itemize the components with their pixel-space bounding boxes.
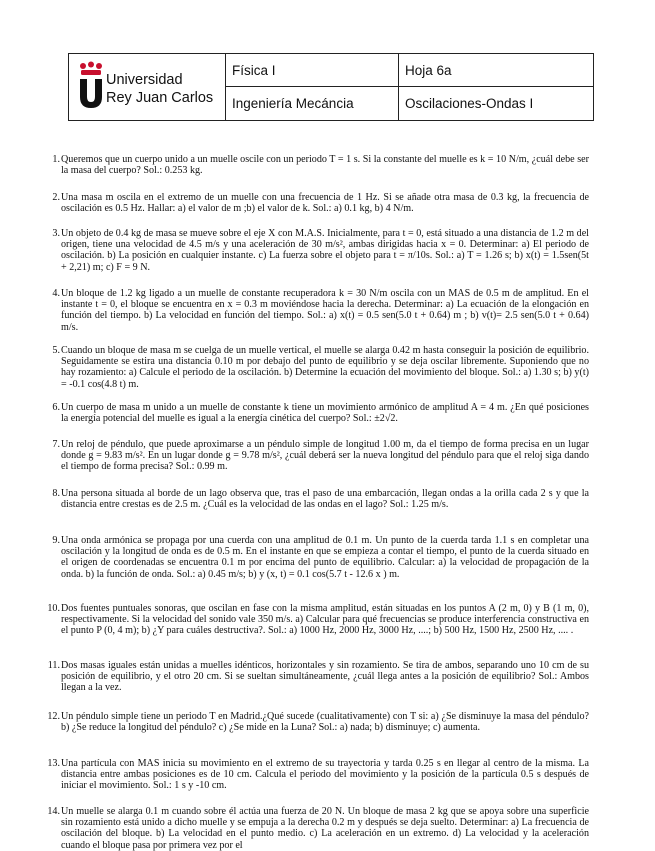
problem-item	[52, 488, 589, 511]
problem-text: Un objeto de 0.4 kg de masa se mueve sobre el eje X con M.A.S. Inicialmente, para t = 0, está situado a una distancia de 1.2 m del origen, tiene una velocidad de 4.5 m/s y una aceleración de 30 m/s², ambas dirigidas hacia x = 0. Determinar: a) El periodo de oscilación. b) La posición en cualquier instante. c) La fuerza sobre el objeto para t = π/10s. Sol.: a) T = 1.26 s; b) x(t) = 1.5sen(5t + 2,21) m; c) F = 9 N.	[61, 228, 589, 273]
problem-text: Una persona situada al borde de un lago observa que, tras el paso de una embarcación, llegan ondas a la orilla cada 2 s y que la distancia entre crestas es de 2.5 m. ¿Cuál es la velocidad de las ondas en el lago? Sol.: 1.25 m/s.	[61, 488, 589, 511]
problem-text: Dos masas iguales están unidas a muelles idénticos, horizontales y sin rozamiento. Se tira de ambos, separando uno 10 cm de su posición de equilibrio, y el otro 20 cm. Si se sueltan simultáneamente, ¿cuál llega antes a la posición de equilibrio? Sol.: Ambos llegan a la vez.	[61, 660, 589, 694]
subject-cell: Física I	[226, 54, 398, 87]
problem-number: 3.	[52, 228, 60, 239]
problem-number: 12.	[47, 711, 60, 722]
problem-item	[52, 535, 589, 580]
problem-item	[47, 758, 589, 792]
crown-u-icon	[78, 61, 104, 109]
problem-text: Una masa m oscila en el extremo de un muelle con una frecuencia de 1 Hz. Si se añade otra masa de 0.3 kg, la frecuencia de oscilación es 0.5 Hz. Hallar: a) el valor de m ;b) el valor de k. Sol.: a) 0.1 kg, b) 4 N/m.	[61, 192, 589, 215]
problem-number: 7.	[52, 439, 60, 450]
header-table	[68, 53, 594, 121]
degree-cell: Ingeniería Mecáncia	[232, 95, 354, 111]
problem-text: Un reloj de péndulo, que puede aproximarse a un péndulo simple de longitud 1.00 m, da el tiempo de forma precisa en un lugar donde g = 9.83 m/s². En un lugar donde g = 9.78 m/s², ¿cuál deberá ser la nueva longitud del péndulo para que el reloj siga dando el tiempo de forma precisa? Sol.: 0.99 m.	[61, 439, 589, 473]
course-column	[226, 54, 399, 120]
problem-item	[52, 228, 589, 273]
university-name-line2: Rey Juan Carlos	[106, 90, 214, 106]
problem-text: Un cuerpo de masa m unido a un muelle de constante k tiene un movimiento armónico de amplitud A = 4 m. ¿En qué posiciones la energía potencial del muelle es igual a la energía cinética del cuerpo? Sol.: ±2√2.	[61, 402, 589, 425]
problem-number: 9.	[52, 535, 60, 546]
problem-number: 14.	[47, 806, 60, 817]
problem-item	[47, 711, 589, 734]
problem-number: 2.	[52, 192, 60, 203]
problem-number: 11.	[47, 660, 60, 671]
problem-text: Una onda armónica se propaga por una cuerda con una amplitud de 0.1 m. Un punto de la cuerda tarda 1.1 s en completar una oscilación y la longitud de onda es de 0.5 m. En el instante en que se empieza a contar el tiempo, el punto de la cuerda situado en el origen de coordenadas se encuentra 0.1 m por encima del punto de equilibrio. Calcular: a) la velocidad de propagación de la onda. b) la función de onda. Sol.: a) 0.45 m/s; b) y (x, t) = 0.1 cos(5.7 t - 12.6 x ) m.	[61, 535, 589, 580]
problem-item	[52, 345, 589, 390]
problem-item	[52, 439, 589, 473]
problem-text: Un bloque de 1.2 kg ligado a un muelle de constante recuperadora k = 30 N/m oscila con un MAS de 0.5 m de amplitud. En el instante t = 0, el bloque se encuentra en x = 0.3 m moviéndose hacia la derecha. Determinar: a) La ecuación de la elongación en función del tiempo. b) La velocidad en función del tiempo. Sol.: a) x(t) = 0.5 sen(5.0 t + 0.64) m ; b) v(t)= 2.5 sen(5.0 t + 0.64) m/s.	[61, 288, 589, 333]
problem-number: 8.	[52, 488, 60, 499]
problem-text: Un péndulo simple tiene un periodo T en Madrid.¿Qué sucede (cualitativamente) con T si: a) ¿Se disminuye la masa del péndulo? b) ¿Se reduce la longitud del péndulo? c) ¿Se mide en la Luna? Sol.: a) nada; b) disminuye; c) aumenta.	[61, 711, 589, 734]
university-logo	[69, 54, 226, 120]
problem-number: 1.	[52, 154, 60, 165]
problem-item	[52, 288, 589, 333]
sheet-column	[399, 54, 593, 120]
problem-text: Dos fuentes puntuales sonoras, que oscilan en fase con la misma amplitud, están situadas en los puntos A (2 m, 0) y B (1 m, 0), respectivamente. Si la velocidad del sonido vale 350 m/s. a) Calcular para qué frecuencias se produce interferencia constructiva en el punto P (0, 4 m); b) ¿Y para cuáles destructiva?. Sol.: a) 1000 Hz, 2000 Hz, 3000 Hz, ....; b) 500 Hz, 1500 Hz, 2500 Hz, .... .	[61, 603, 589, 637]
problem-number: 10.	[47, 603, 60, 614]
problem-item	[47, 806, 589, 851]
university-name-line1: Universidad	[106, 72, 183, 88]
problem-number: 5.	[52, 345, 60, 356]
topic-cell: Oscilaciones-Ondas I	[405, 95, 534, 111]
problem-text: Un muelle se alarga 0.1 m cuando sobre él actúa una fuerza de 20 N. Un bloque de masa 2 kg que se apoya sobre una superficie sin rozamiento está unido a dicho muelle y se empuja a la derecha 0.2 m y después se deja suelto. Determinar: a) La frecuencia de oscilación del bloque. b) La velocidad en el punto medio. c) La aceleración en un extremo. d) La velocidad y la aceleración cuando el bloque pasa por primera vez por el	[61, 806, 589, 851]
problem-item	[47, 660, 589, 694]
problem-item	[52, 154, 589, 177]
problem-item	[47, 603, 589, 637]
problem-number: 13.	[47, 758, 60, 769]
problem-number: 6.	[52, 402, 60, 413]
problem-number: 4.	[52, 288, 60, 299]
problem-text: Cuando un bloque de masa m se cuelga de un muelle vertical, el muelle se alarga 0.42 m hasta conseguir la posición de equilibrio. Seguidamente se estira una distancia 0.10 m por debajo del punto de equilibrio y se deja oscilar libremente. Suponiendo que no hay rozamiento: a) Calcule el periodo de la oscilación. b) Determine la ecuación del movimiento del bloque. Sol.: a) 1.30 s; b) y(t) = -0.1 cos(4.8 t) m.	[61, 345, 589, 390]
problem-text: Una partícula con MAS inicia su movimiento en el extremo de su trayectoria y tarda 0.25 s en llegar al centro de la misma. La distancia entre ambas posiciones es de 10 cm. Calcula el periodo del movimiento y la posición de la partícula 0.5 s después de iniciar el movimiento. Sol.: 1 s y -10 cm.	[61, 758, 589, 792]
problem-text: Queremos que un cuerpo unido a un muelle oscile con un periodo T = 1 s. Si la constante del muelle es k = 10 N/m, ¿cuál debe ser la masa del cuerpo? Sol.: 0.253 kg.	[61, 154, 589, 177]
problem-item	[52, 192, 589, 215]
problem-item	[52, 402, 589, 425]
sheet-cell: Hoja 6a	[399, 54, 593, 87]
